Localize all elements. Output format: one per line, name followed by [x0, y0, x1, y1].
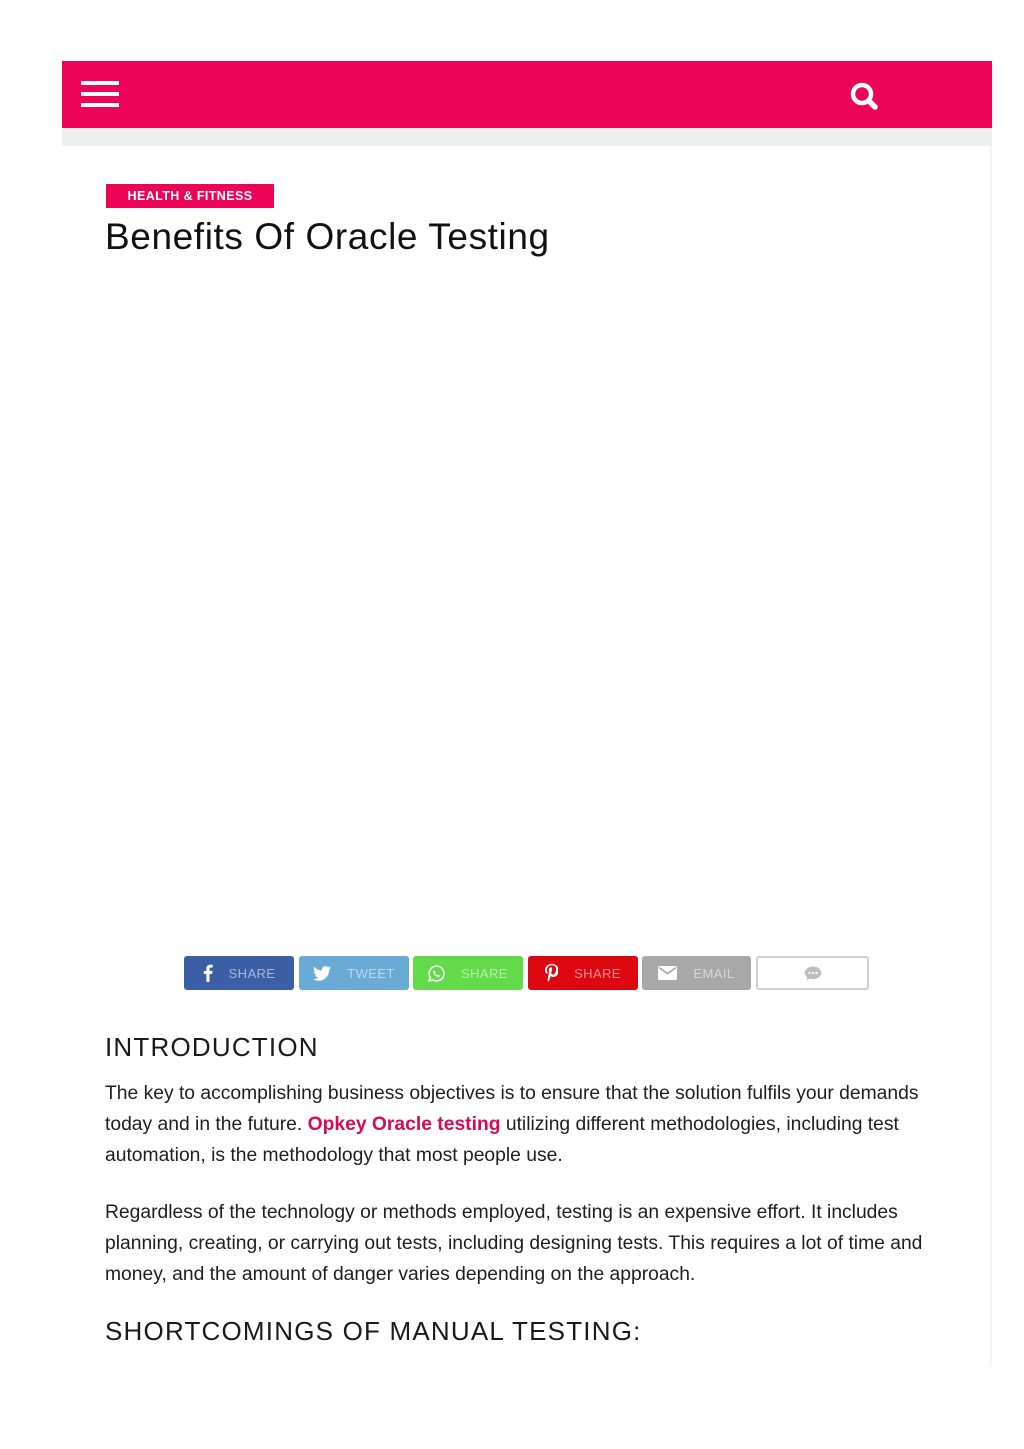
top-navigation-bar [62, 61, 992, 128]
twitter-icon [313, 966, 331, 981]
search-icon[interactable] [848, 81, 882, 113]
comment-icon [804, 966, 822, 981]
share-label: SHARE [228, 965, 276, 981]
intro-paragraph [105, 1078, 945, 1171]
opkey-oracle-testing-link[interactable]: Opkey Oracle testing [307, 1114, 501, 1135]
email-share-button[interactable] [642, 956, 751, 990]
email-label: EMAIL [693, 965, 735, 981]
share-label: SHARE [461, 965, 508, 981]
pinterest-share-button[interactable] [528, 956, 638, 990]
paragraph-text: utilizing different methodologies, including test automation, is the methodology that most people use. [105, 1114, 899, 1166]
header-divider [62, 128, 992, 146]
article-title: Benefits Of Oracle Testing [105, 216, 550, 257]
envelope-icon [658, 966, 677, 980]
menu-line [81, 81, 119, 85]
menu-line [81, 92, 119, 96]
cost-paragraph: Regardless of the technology or methods employed, testing is an expensive effort. It includes planning, creating, or carrying out tests, including designing tests. This requires a lot of time and money, and the amount of danger varies depending on the approach. [105, 1202, 923, 1285]
pinterest-icon [545, 964, 558, 982]
introduction-heading: INTRODUCTION [105, 1032, 319, 1062]
facebook-share-button[interactable] [184, 956, 294, 990]
whatsapp-share-button[interactable] [413, 956, 523, 990]
category-badge[interactable]: HEALTH & FITNESS [106, 184, 274, 208]
facebook-icon [203, 964, 213, 982]
whatsapp-icon [428, 965, 445, 982]
comments-button[interactable] [756, 956, 869, 990]
tweet-label: TWEET [347, 965, 395, 981]
twitter-share-button[interactable] [299, 956, 409, 990]
share-label: SHARE [574, 965, 621, 981]
paragraph-text: The key to accomplishing business objectives is to ensure that the solution fulfils your demands today and in the future. [105, 1083, 919, 1135]
content-border [990, 146, 992, 1366]
shortcomings-heading: SHORTCOMINGS OF MANUAL TESTING: [105, 1316, 642, 1346]
hamburger-menu-icon[interactable] [81, 81, 121, 109]
menu-line [81, 103, 119, 107]
